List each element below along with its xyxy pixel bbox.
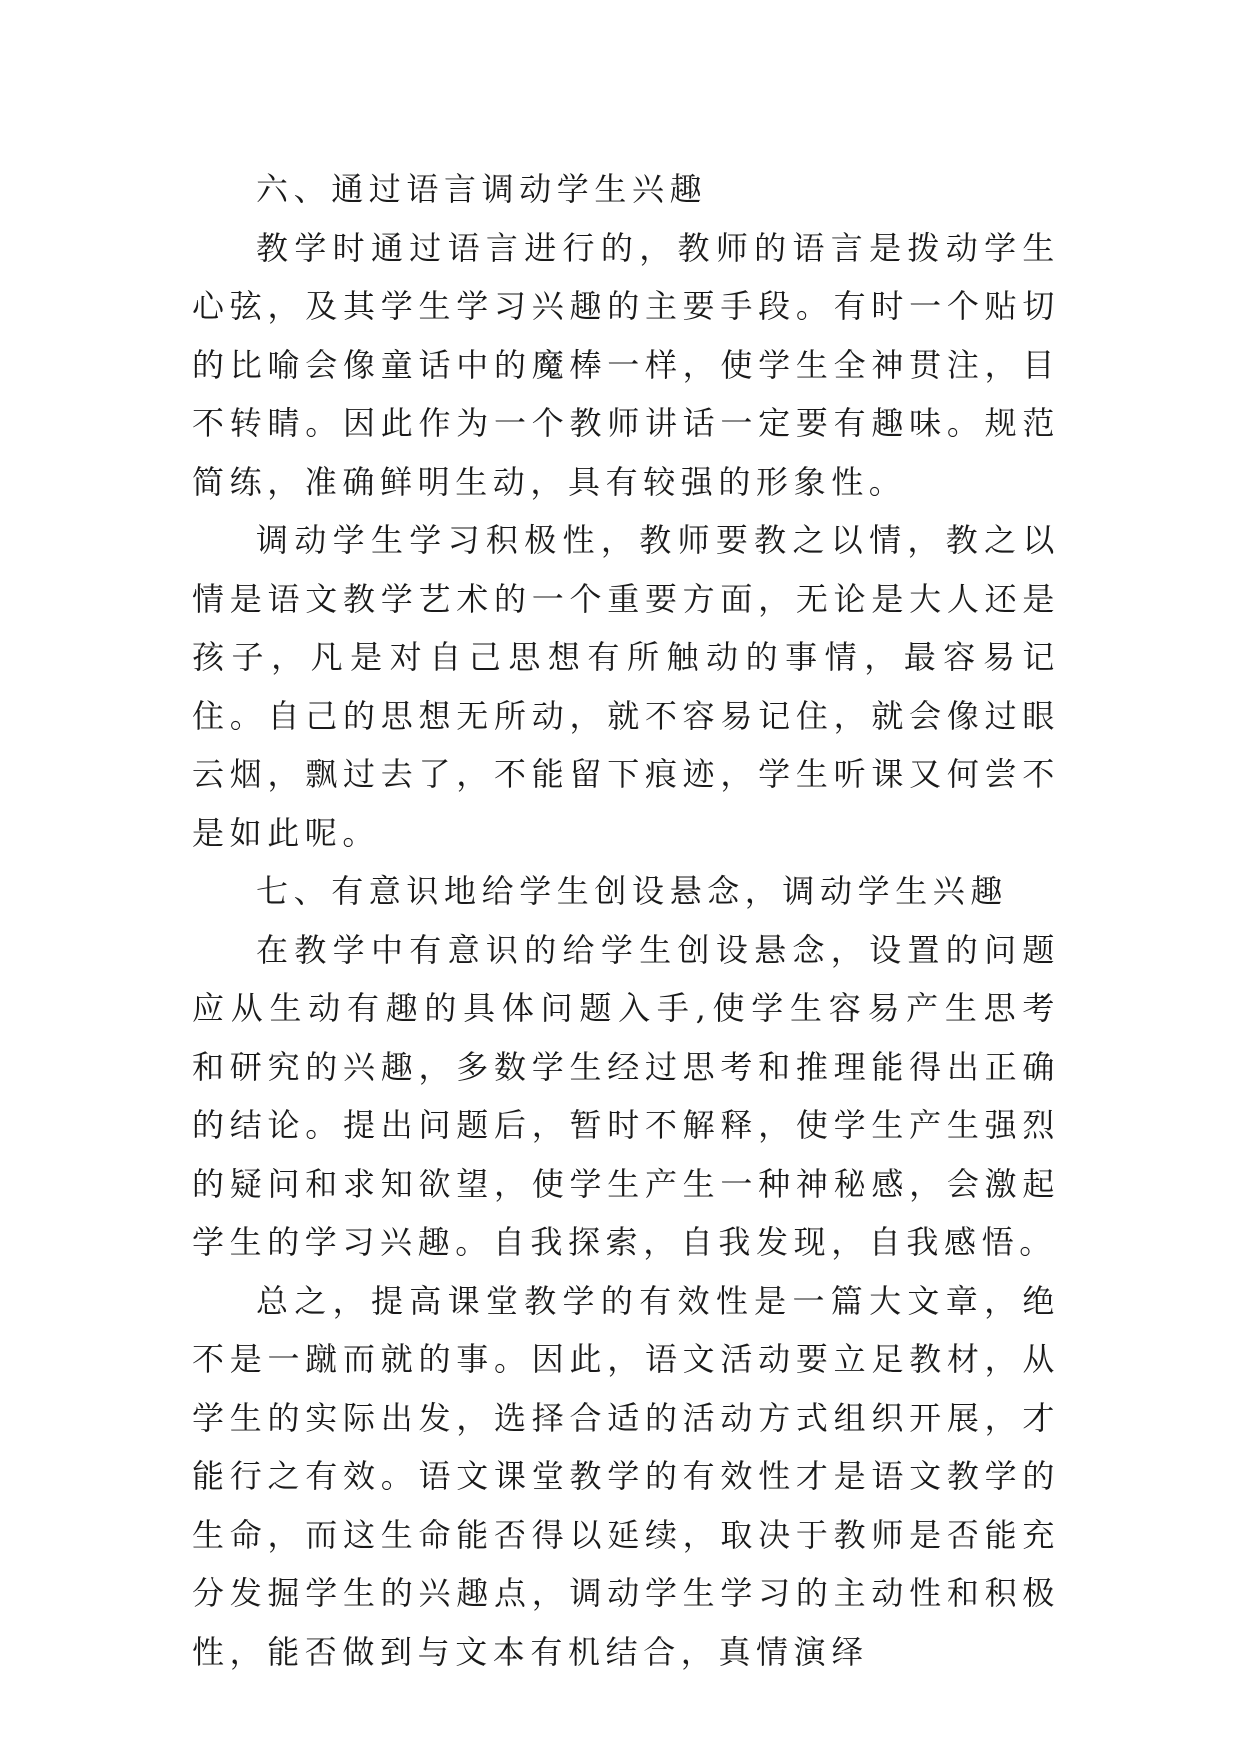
- section-heading-6: 六、通过语言调动学生兴趣: [256, 170, 708, 208]
- paragraph: 教学时通过语言进行的，教师的语言是拨动学生心弦，及其学生学习兴趣的主要手段。有时一个贴切的比喻会像童话中的魔棒一样，使学生全神贯注，目不转睛。因此作为一个教师讲话一定要有趣味。规范简练，准确鲜明生动，具有较强的形象性。: [192, 228, 1060, 501]
- document-body: [192, 160, 1060, 1681]
- paragraph: 总之，提高课堂教学的有效性是一篇大文章，绝不是一蹴而就的事。因此，语文活动要立足教材，从学生的实际出发，选择合适的活动方式组织开展，才能行之有效。语文课堂教学的有效性才是语文教学的生命，而这生命能否得以延续，取决于教师是否能充分发掘学生的兴趣点，调动学生学习的主动性和积极性，能否做到与文本有机结合，真情演绎: [192, 1281, 1060, 1671]
- section-heading-7: 七、有意识地给学生创设悬念，调动学生兴趣: [256, 872, 1009, 910]
- paragraph: 在教学中有意识的给学生创设悬念，设置的问题应从生动有趣的具体问题入手,使学生容易产生思考和研究的兴趣，多数学生经过思考和推理能得出正确的结论。提出问题后，暂时不解释，使学生产生强烈的疑问和求知欲望，使学生产生一种神秘感，会激起学生的学习兴趣。自我探索，自我发现，自我感悟。: [192, 930, 1060, 1261]
- paragraph: 调动学生学习积极性，教师要教之以情，教之以情是语文教学艺术的一个重要方面，无论是大人还是孩子，凡是对自己思想有所触动的事情，最容易记住。自己的思想无所动，就不容易记住，就会像过眼云烟，飘过去了，不能留下痕迹，学生听课又何尝不是如此呢。: [192, 521, 1060, 852]
